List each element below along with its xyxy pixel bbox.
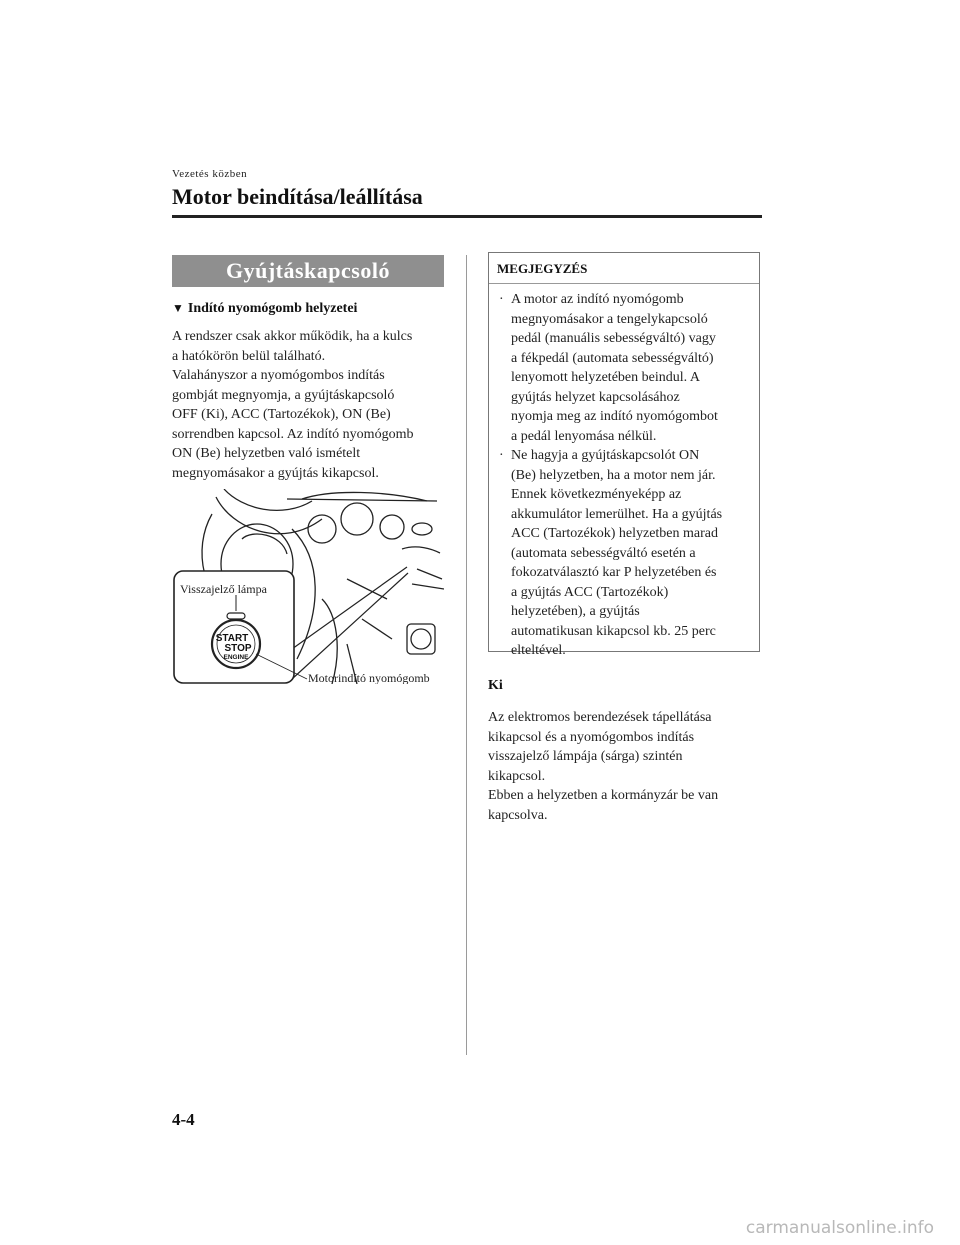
button-start-text: START bbox=[215, 633, 249, 644]
note-item bbox=[499, 446, 753, 661]
note-item bbox=[499, 290, 753, 446]
right-paragraph: Az elektromos berendezések tápellátása kikapcsol és a nyomógombos indítás visszajelző lámpája (sárga) szintén kikapcsol. Ebben a helyzetben a kormányzár be van kapcsolva. bbox=[488, 710, 719, 823]
note-box bbox=[488, 252, 760, 658]
note-item-text: A motor az indító nyomógomb megnyomásakor a tengelykapcsoló pedál (manuális sebességváltó) vagy a fékpedál (automata sebességváltó) lenyomott helyzetében beindul. A gyújtás helyzet kapcsolásához nyomja meg az indító nyomógombot a pedál lenyomása nélkül. bbox=[511, 292, 718, 444]
label-start-button: Motorindító nyomógomb bbox=[308, 671, 430, 684]
title-rule bbox=[172, 215, 762, 218]
note-item-text: Ne hagyja a gyújtáskapcsolót ON (Be) helyzetben, ha a motor nem jár. Ennek következményeképp az akkumulátor lemerülhet. Ha a gyújtás ACC (Tartozékok) helyzetben marad (automata sebességváltó esetén a fokozatválasztó kar P helyzetében és a gyújtás ACC (Tartozékok) helyzetében), a gyújtás automatikusan kikapcsol kb. 25 perc elteltével. bbox=[511, 448, 723, 658]
left-column bbox=[172, 255, 444, 684]
dashboard-figure bbox=[172, 489, 444, 684]
dashboard-illustration bbox=[172, 489, 444, 684]
section-banner: Gyújtáskapcsoló bbox=[172, 255, 444, 287]
subheading bbox=[172, 301, 444, 317]
triangle-down-icon: ▼ bbox=[172, 301, 184, 315]
section-label: Vezetés közben bbox=[172, 168, 248, 180]
bullet-dot: · bbox=[499, 448, 504, 463]
button-engine-text: ENGINE bbox=[223, 654, 249, 661]
right-subheading: Ki bbox=[488, 678, 503, 693]
page-title: Motor beindítása/leállítása bbox=[172, 184, 423, 209]
column-divider bbox=[466, 255, 467, 1055]
bullet-dot: · bbox=[499, 292, 504, 307]
button-stop-text: STOP bbox=[224, 643, 252, 654]
watermark: carmanualsonline.info bbox=[745, 1218, 934, 1238]
body-paragraph: A rendszer csak akkor működik, ha a kulcs a hatókörön belül található. Valahányszor a nyomógombos indítás gombját megnyomja, a gyújtáskapcsoló OFF (Ki), ACC (Tartozékok), ON (Be) sorrendben kapcsol. Az indító nyomógomb ON (Be) helyzetben való ismételt megnyomásakor a gyújtás kikapcsol. bbox=[172, 329, 414, 481]
note-title: MEGJEGYZÉS bbox=[497, 261, 588, 276]
subheading-text: Indító nyomógomb helyzetei bbox=[187, 301, 358, 316]
label-indicator-lamp: Visszajelző lámpa bbox=[180, 582, 267, 596]
note-list bbox=[489, 284, 759, 661]
page-number: 4-4 bbox=[172, 1110, 195, 1129]
